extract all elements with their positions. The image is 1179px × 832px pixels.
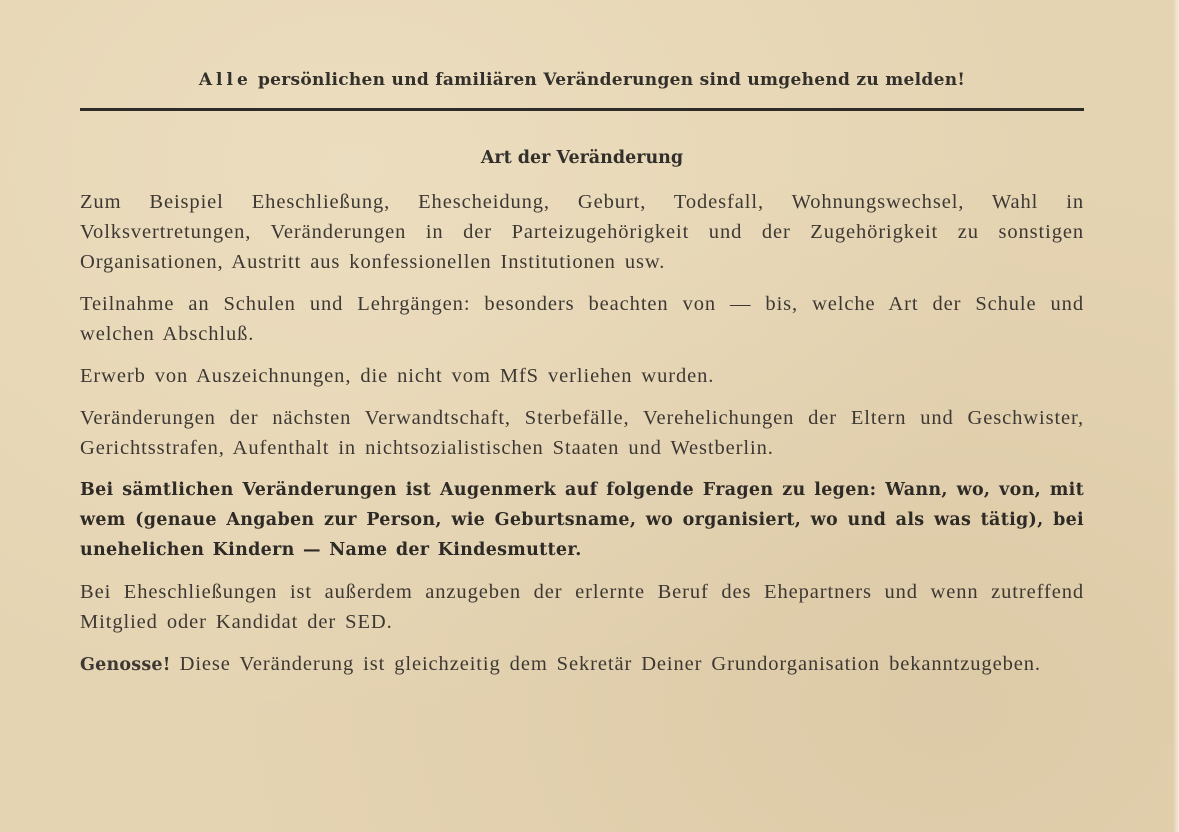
paragraph-questions: Bei sämtlichen Veränderungen ist Augenmerk auf folgende Fragen zu legen: Wann, wo, von, mit wem (genaue Angaben zur Person, wie Geburtsname, wo organisiert, wo und als was tätig), bei unehelichen Kindern — Name der Kindesmutter. [80, 480, 1084, 560]
comrade-lead: Genosse! [80, 655, 171, 675]
paragraph-awards: Erwerb von Auszeichnungen, die nicht vom MfS verliehen wurden. [80, 365, 715, 387]
notice-headline [80, 70, 1084, 90]
paragraph-marriage: Bei Eheschließungen ist außerdem anzugeben der erlernte Beruf des Ehepartners und wenn zutreffend Mitglied oder Kandidat der SED. [80, 581, 1084, 633]
comrade-text: Diese Veränderung ist gleichzeitig dem Sekretär Deiner Grundorganisation bekanntzugeben. [170, 653, 1041, 675]
notice-text: persönlichen und familiären Veränderungen sind umgehend zu melden! [251, 70, 966, 90]
notice-spaced-word: Alle [198, 70, 252, 90]
body-text [80, 187, 1084, 692]
card-edge [1173, 0, 1179, 832]
section-heading: Art der Veränderung [480, 148, 684, 168]
paragraph-examples: Zum Beispiel Eheschließung, Ehescheidung, Geburt, Todesfall, Wohnungswechsel, Wahl in Volksvertretungen, Veränderungen in der Parteizugehörigkeit und der Zugehörigkeit zu sonstigen Organisationen, Austritt aus konfessionellen Institutionen usw. [80, 191, 1084, 273]
divider-rule [80, 108, 1084, 111]
paragraph-comrade [80, 649, 1084, 680]
paragraph-relatives: Veränderungen der nächsten Verwandtschaft, Sterbefälle, Verehelichungen der Eltern und Geschwister, Gerichtsstrafen, Aufenthalt in nichtsozialistischen Staaten und Westberlin. [80, 407, 1084, 459]
paragraph-schools: Teilnahme an Schulen und Lehrgängen: besonders beachten von — bis, welche Art der Schule und welchen Abschluß. [80, 293, 1084, 345]
